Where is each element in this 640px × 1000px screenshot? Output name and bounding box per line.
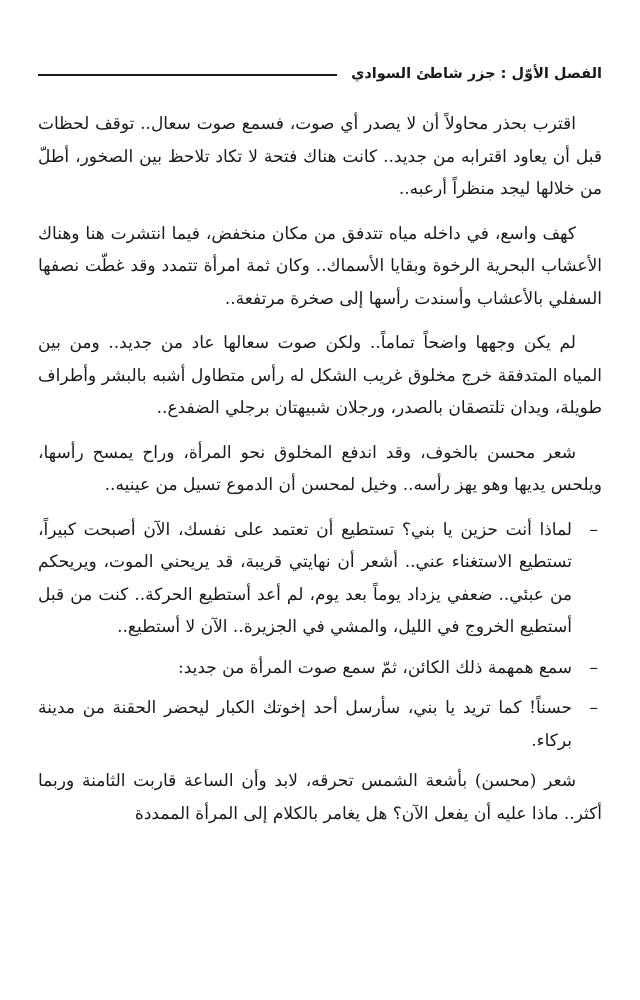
chapter-title: الفصل الأوّل : جزر شاطئ السوادي xyxy=(351,66,602,82)
dialogue-dash: – xyxy=(589,657,598,678)
dialogue-text: لماذا أنت حزين يا بني؟ تستطيع أن تعتمد على نفسك، الآن أصبحت كبيراً، تستطيع الاستغناء عني.. أشعر أن نهايتي قريبة، قد يريحني الموت، ويريحكم من عبئي.. ضعفي يزداد يوماً بعد يوم، لم أعد أستطيع الحركة.. كنت من قبل أستطيع الخروج في الليل، والمشي في الجزيرة.. الآن لا أستطيع.. xyxy=(38,519,572,637)
paragraph: شعر (محسن) بأشعة الشمس تحرقه، لابد وأن الساعة قاربت الثامنة وربما أكثر.. ماذا عليه أن يفعل الآن؟ هل يغامر بالكلام إلى المرأة الممددة xyxy=(38,771,602,824)
dialogue-line xyxy=(38,652,602,685)
dialogue-line xyxy=(38,692,602,757)
paragraph: كهف واسع، في داخله مياه تتدفق من مكان منخفض، فيما انتشرت هنا وهناك الأعشاب البحرية الرخوة وبقايا الأسماك.. وكان ثمة امرأة تتمدد وقد غطّت نصفها السفلي بالأعشاب وأسندت رأسها إلى صخرة مرتفعة.. xyxy=(38,223,602,309)
paragraph: شعر محسن بالخوف، وقد اندفع المخلوق نحو المرأة، وراح يمسح رأسها، ويلحس يديها وهو يهز رأسه.. وخيل لمحسن أن الدموع تسيل من عينيه.. xyxy=(38,442,602,495)
running-header xyxy=(38,62,602,86)
paragraph: اقترب بحذر محاولاً أن لا يصدر أي صوت، فسمع صوت سعال.. توقف لحظات قبل أن يعاود اقترابه من جديد.. كانت هناك فتحة لا تكاد تلاحظ بين الصخور، أطلّ من خلالها ليجد منظراً أرعبه.. xyxy=(38,114,602,199)
paragraph: لم يكن وجهها واضحاً تماماً.. ولكن صوت سعالها عاد من جديد.. ومن بين المياه المتدفقة خرج مخلوق غريب الشكل له رأس متطاول أشبه بالبشر وأطراف طويلة، ويدان تلتصقان بالصدر، ورجلان شبيهتان برجلي الضفدع.. xyxy=(38,333,602,418)
header-rule xyxy=(38,74,337,76)
dialogue-dash: – xyxy=(589,698,598,718)
dialogue-text: سمع همهمة ذلك الكائن، ثمّ سمع صوت المرأة من جديد: xyxy=(177,657,572,678)
dialogue-text: حسناً! كما تريد يا بني، سأرسل أحد إخوتك الكبار ليحضر الحقنة من مدينة بركاء. xyxy=(38,698,572,751)
dialogue-line xyxy=(38,514,602,644)
dialogue-dash: – xyxy=(589,519,598,540)
body-text xyxy=(38,108,602,842)
